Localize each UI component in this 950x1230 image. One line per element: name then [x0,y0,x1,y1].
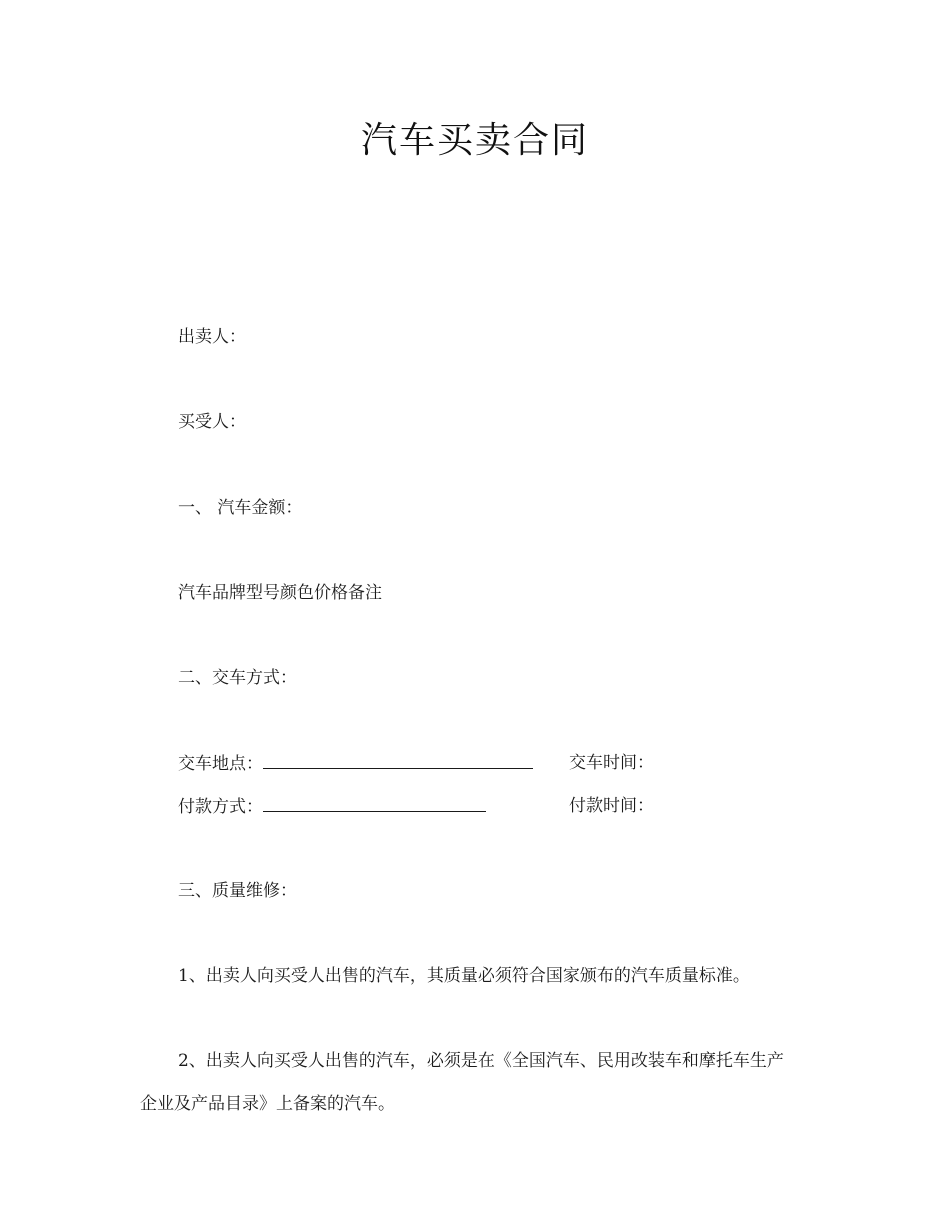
payment-method-row [178,795,486,818]
section1-table-header: 汽车品牌型号颜色价格备注 [178,583,382,603]
delivery-time-label: 交车时间： [569,753,654,773]
buyer-label: 买受人： [178,412,246,432]
section3-heading: 三、质量维修： [178,881,297,901]
seller-label: 出卖人： [178,327,246,347]
section2-heading: 二、交车方式： [178,668,297,688]
delivery-place-label: 交车地点： [178,754,263,774]
clause-2-line-1: 2、出卖人向买受人出售的汽车，必须是在《全国汽车、民用改装车和摩托车生产 [178,1051,784,1071]
clause-1: 1、出卖人向买受人出售的汽车，其质量必须符合国家颁布的汽车质量标准。 [178,966,750,986]
payment-time-label: 付款时间： [569,796,654,816]
payment-method-label: 付款方式： [178,797,263,817]
section1-heading: 一、 汽车金额： [178,498,303,518]
clause-2-line-2: 企业及产品目录》上备案的汽车。 [140,1094,395,1114]
delivery-place-row [178,752,533,775]
payment-method-blank [263,795,486,812]
delivery-place-blank [263,752,533,769]
document-title: 汽车买卖合同 [360,120,589,161]
